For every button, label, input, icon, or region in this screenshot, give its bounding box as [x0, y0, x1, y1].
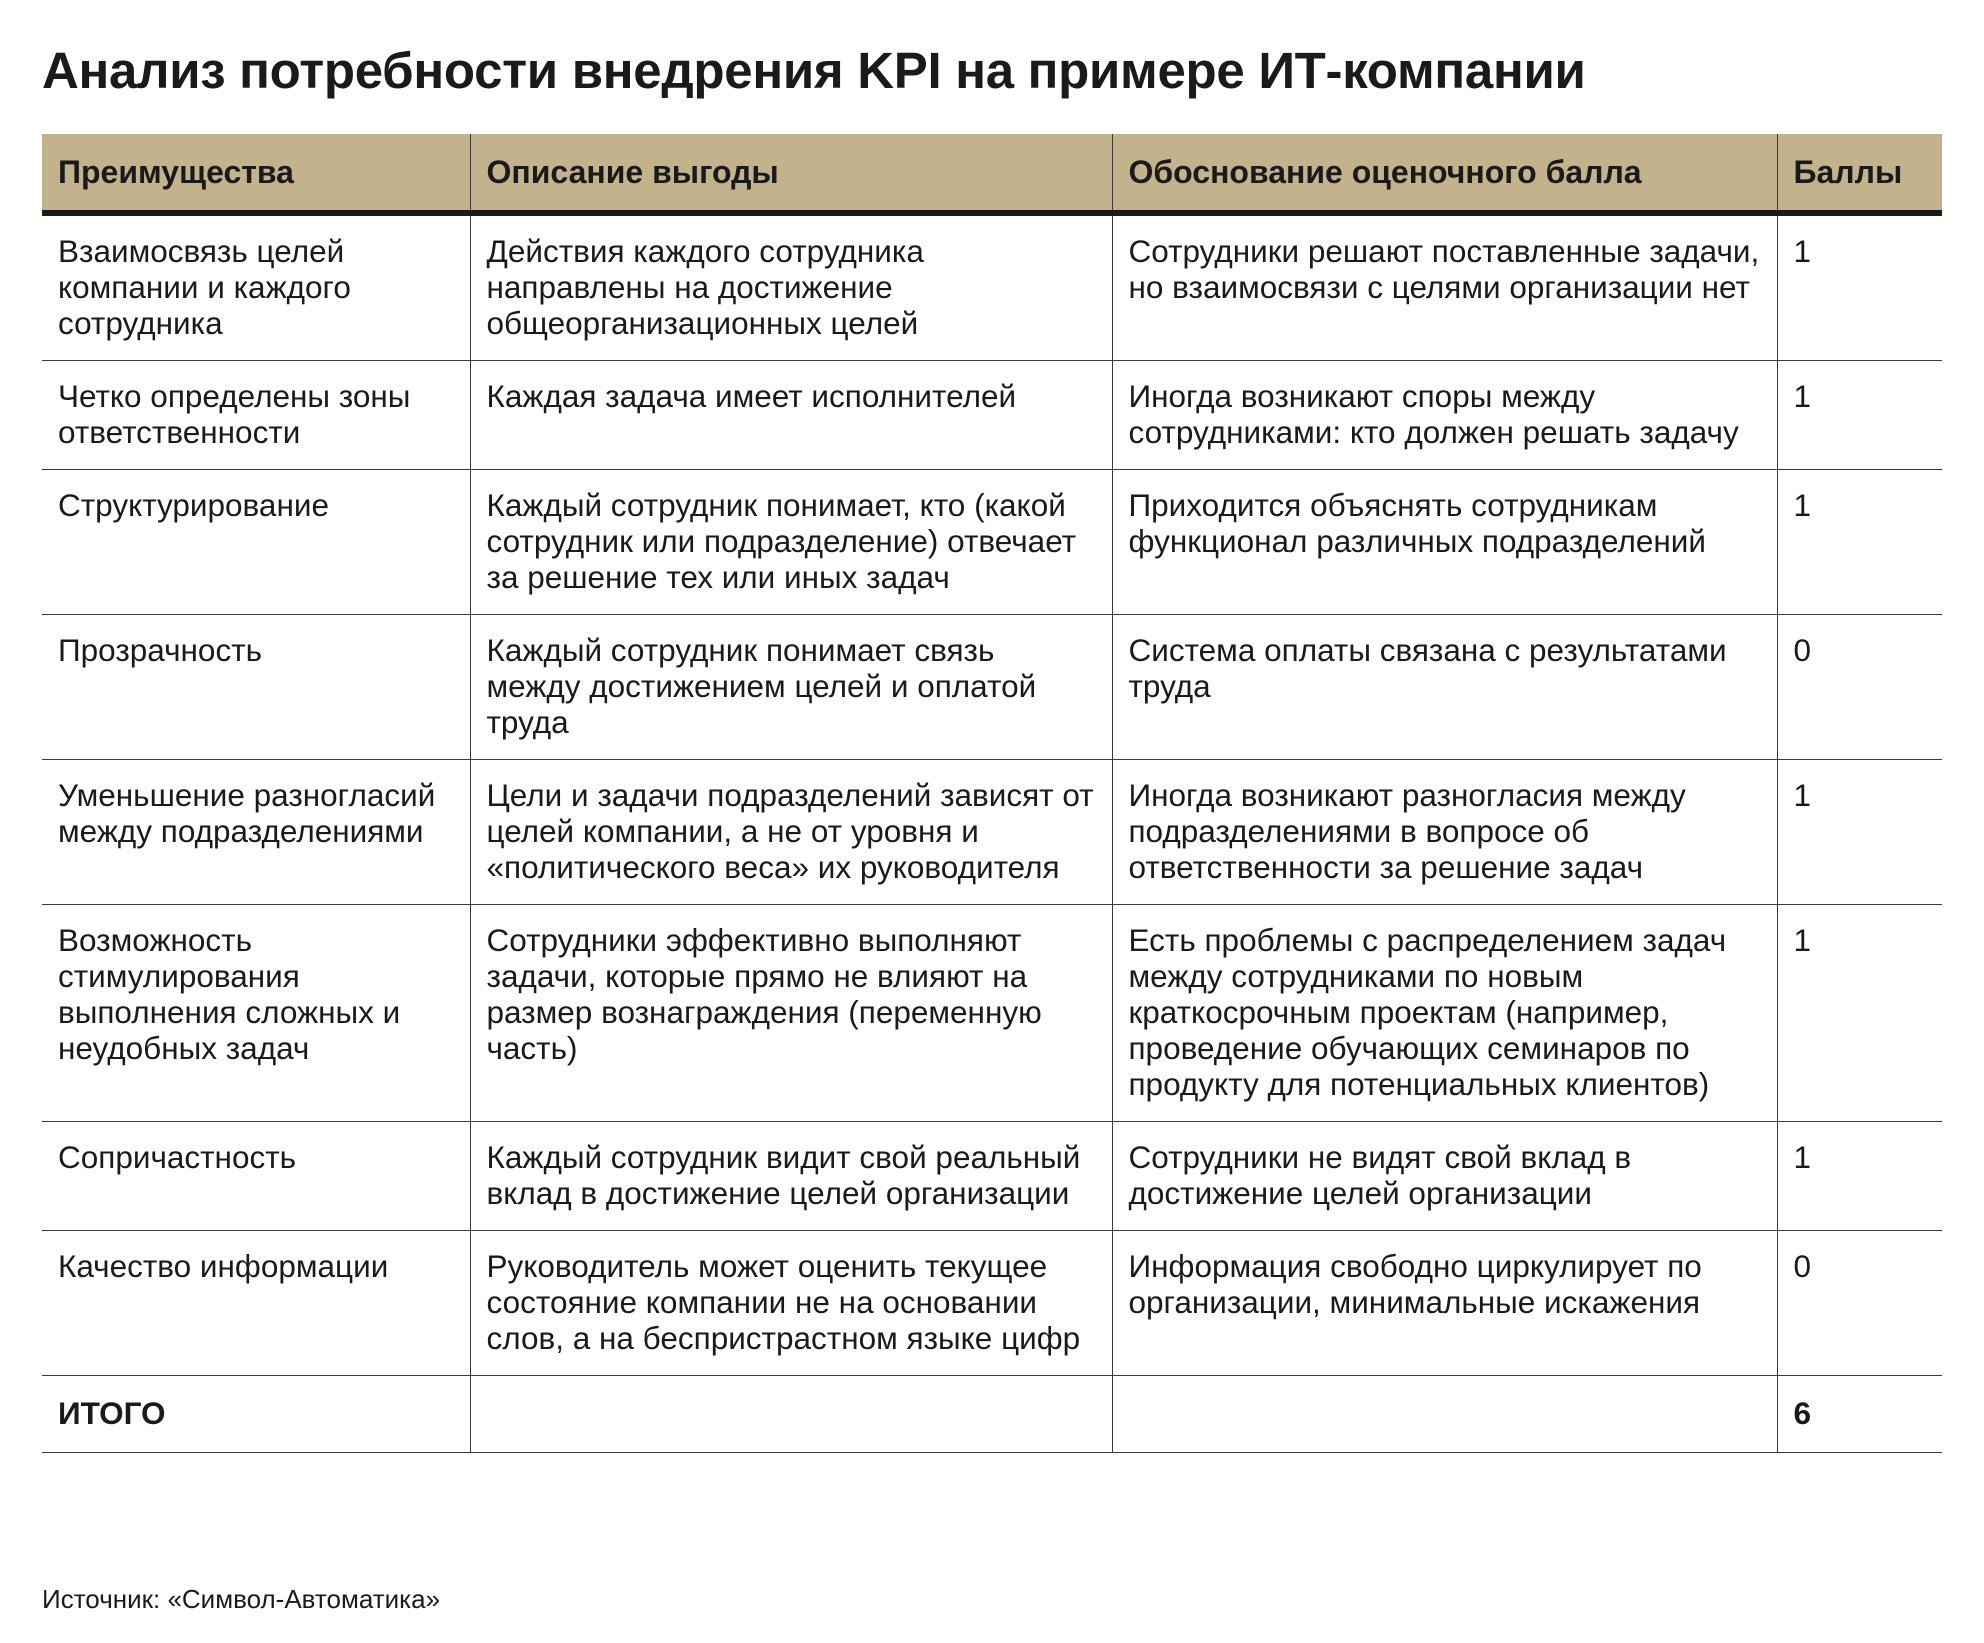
score-cell: 1 [1777, 361, 1942, 470]
table-row [42, 1122, 1942, 1231]
benefit-cell: Каждая задача имеет исполнителей [470, 361, 1112, 470]
column-header-advantages: Преимущества [42, 134, 470, 213]
advantage-cell: Структурирование [42, 470, 470, 615]
justification-cell: Сотрудники решают поставленные задачи, но взаимосвязи с целями организации нет [1112, 213, 1777, 361]
benefit-cell: Сотрудники эффективно выполняют задачи, которые прямо не влияют на размер вознаграждения (переменную часть) [470, 905, 1112, 1122]
advantage-cell: Четко определены зоны ответственности [42, 361, 470, 470]
score-cell: 1 [1777, 905, 1942, 1122]
total-label: ИТОГО [42, 1376, 470, 1453]
advantage-cell: Качество информации [42, 1231, 470, 1376]
score-cell: 1 [1777, 760, 1942, 905]
justification-cell: Система оплаты связана с результатами труда [1112, 615, 1777, 760]
column-header-score: Баллы [1777, 134, 1942, 213]
justification-cell: Иногда возникают разногласия между подразделениями в вопросе об ответственности за решение задач [1112, 760, 1777, 905]
advantage-cell: Возможность стимулирования выполнения сложных и неудобных задач [42, 905, 470, 1122]
justification-cell: Информация свободно циркулирует по организации, минимальные искажения [1112, 1231, 1777, 1376]
score-cell: 1 [1777, 1122, 1942, 1231]
kpi-table [42, 134, 1942, 1453]
table-row [42, 470, 1942, 615]
page-title: Анализ потребности внедрения KPI на примере ИТ-компании [42, 42, 1586, 99]
advantage-cell: Взаимосвязь целей компании и каждого сотрудника [42, 213, 470, 361]
justification-cell: Есть проблемы с распределением задач между сотрудниками по новым краткосрочным проектам (например, проведение обучающих семинаров по продукту для потенциальных клиентов) [1112, 905, 1777, 1122]
total-empty-cell [1112, 1376, 1777, 1453]
advantage-cell: Уменьшение разногласий между подразделениями [42, 760, 470, 905]
table-row [42, 361, 1942, 470]
total-score: 6 [1777, 1376, 1942, 1453]
benefit-cell: Каждый сотрудник видит свой реальный вклад в достижение целей организации [470, 1122, 1112, 1231]
justification-cell: Иногда возникают споры между сотрудниками: кто должен решать задачу [1112, 361, 1777, 470]
benefit-cell: Цели и задачи подразделений зависят от целей компании, а не от уровня и «политического веса» их руководителя [470, 760, 1112, 905]
score-cell: 0 [1777, 615, 1942, 760]
total-row [42, 1376, 1942, 1453]
table-row [42, 905, 1942, 1122]
table-row [42, 213, 1942, 361]
advantage-cell: Прозрачность [42, 615, 470, 760]
justification-cell: Сотрудники не видят свой вклад в достижение целей организации [1112, 1122, 1777, 1231]
table-row [42, 760, 1942, 905]
table-row [42, 615, 1942, 760]
source-note: Источник: «Символ-Автоматика» [42, 1584, 441, 1614]
total-empty-cell [470, 1376, 1112, 1453]
advantage-cell: Сопричастность [42, 1122, 470, 1231]
score-cell: 1 [1777, 213, 1942, 361]
benefit-cell: Каждый сотрудник понимает, кто (какой сотрудник или подразделение) отвечает за решение тех или иных задач [470, 470, 1112, 615]
header-row [42, 134, 1942, 213]
benefit-cell: Действия каждого сотрудника направлены на достижение общеорганизационных целей [470, 213, 1112, 361]
column-header-justification: Обоснование оценочного балла [1112, 134, 1777, 213]
score-cell: 0 [1777, 1231, 1942, 1376]
table-row [42, 1231, 1942, 1376]
justification-cell: Приходится объяснять сотрудникам функционал различных подразделений [1112, 470, 1777, 615]
column-header-benefit: Описание выгоды [470, 134, 1112, 213]
score-cell: 1 [1777, 470, 1942, 615]
benefit-cell: Руководитель может оценить текущее состояние компании не на основании слов, а на беспристрастном языке цифр [470, 1231, 1112, 1376]
benefit-cell: Каждый сотрудник понимает связь между достижением целей и оплатой труда [470, 615, 1112, 760]
